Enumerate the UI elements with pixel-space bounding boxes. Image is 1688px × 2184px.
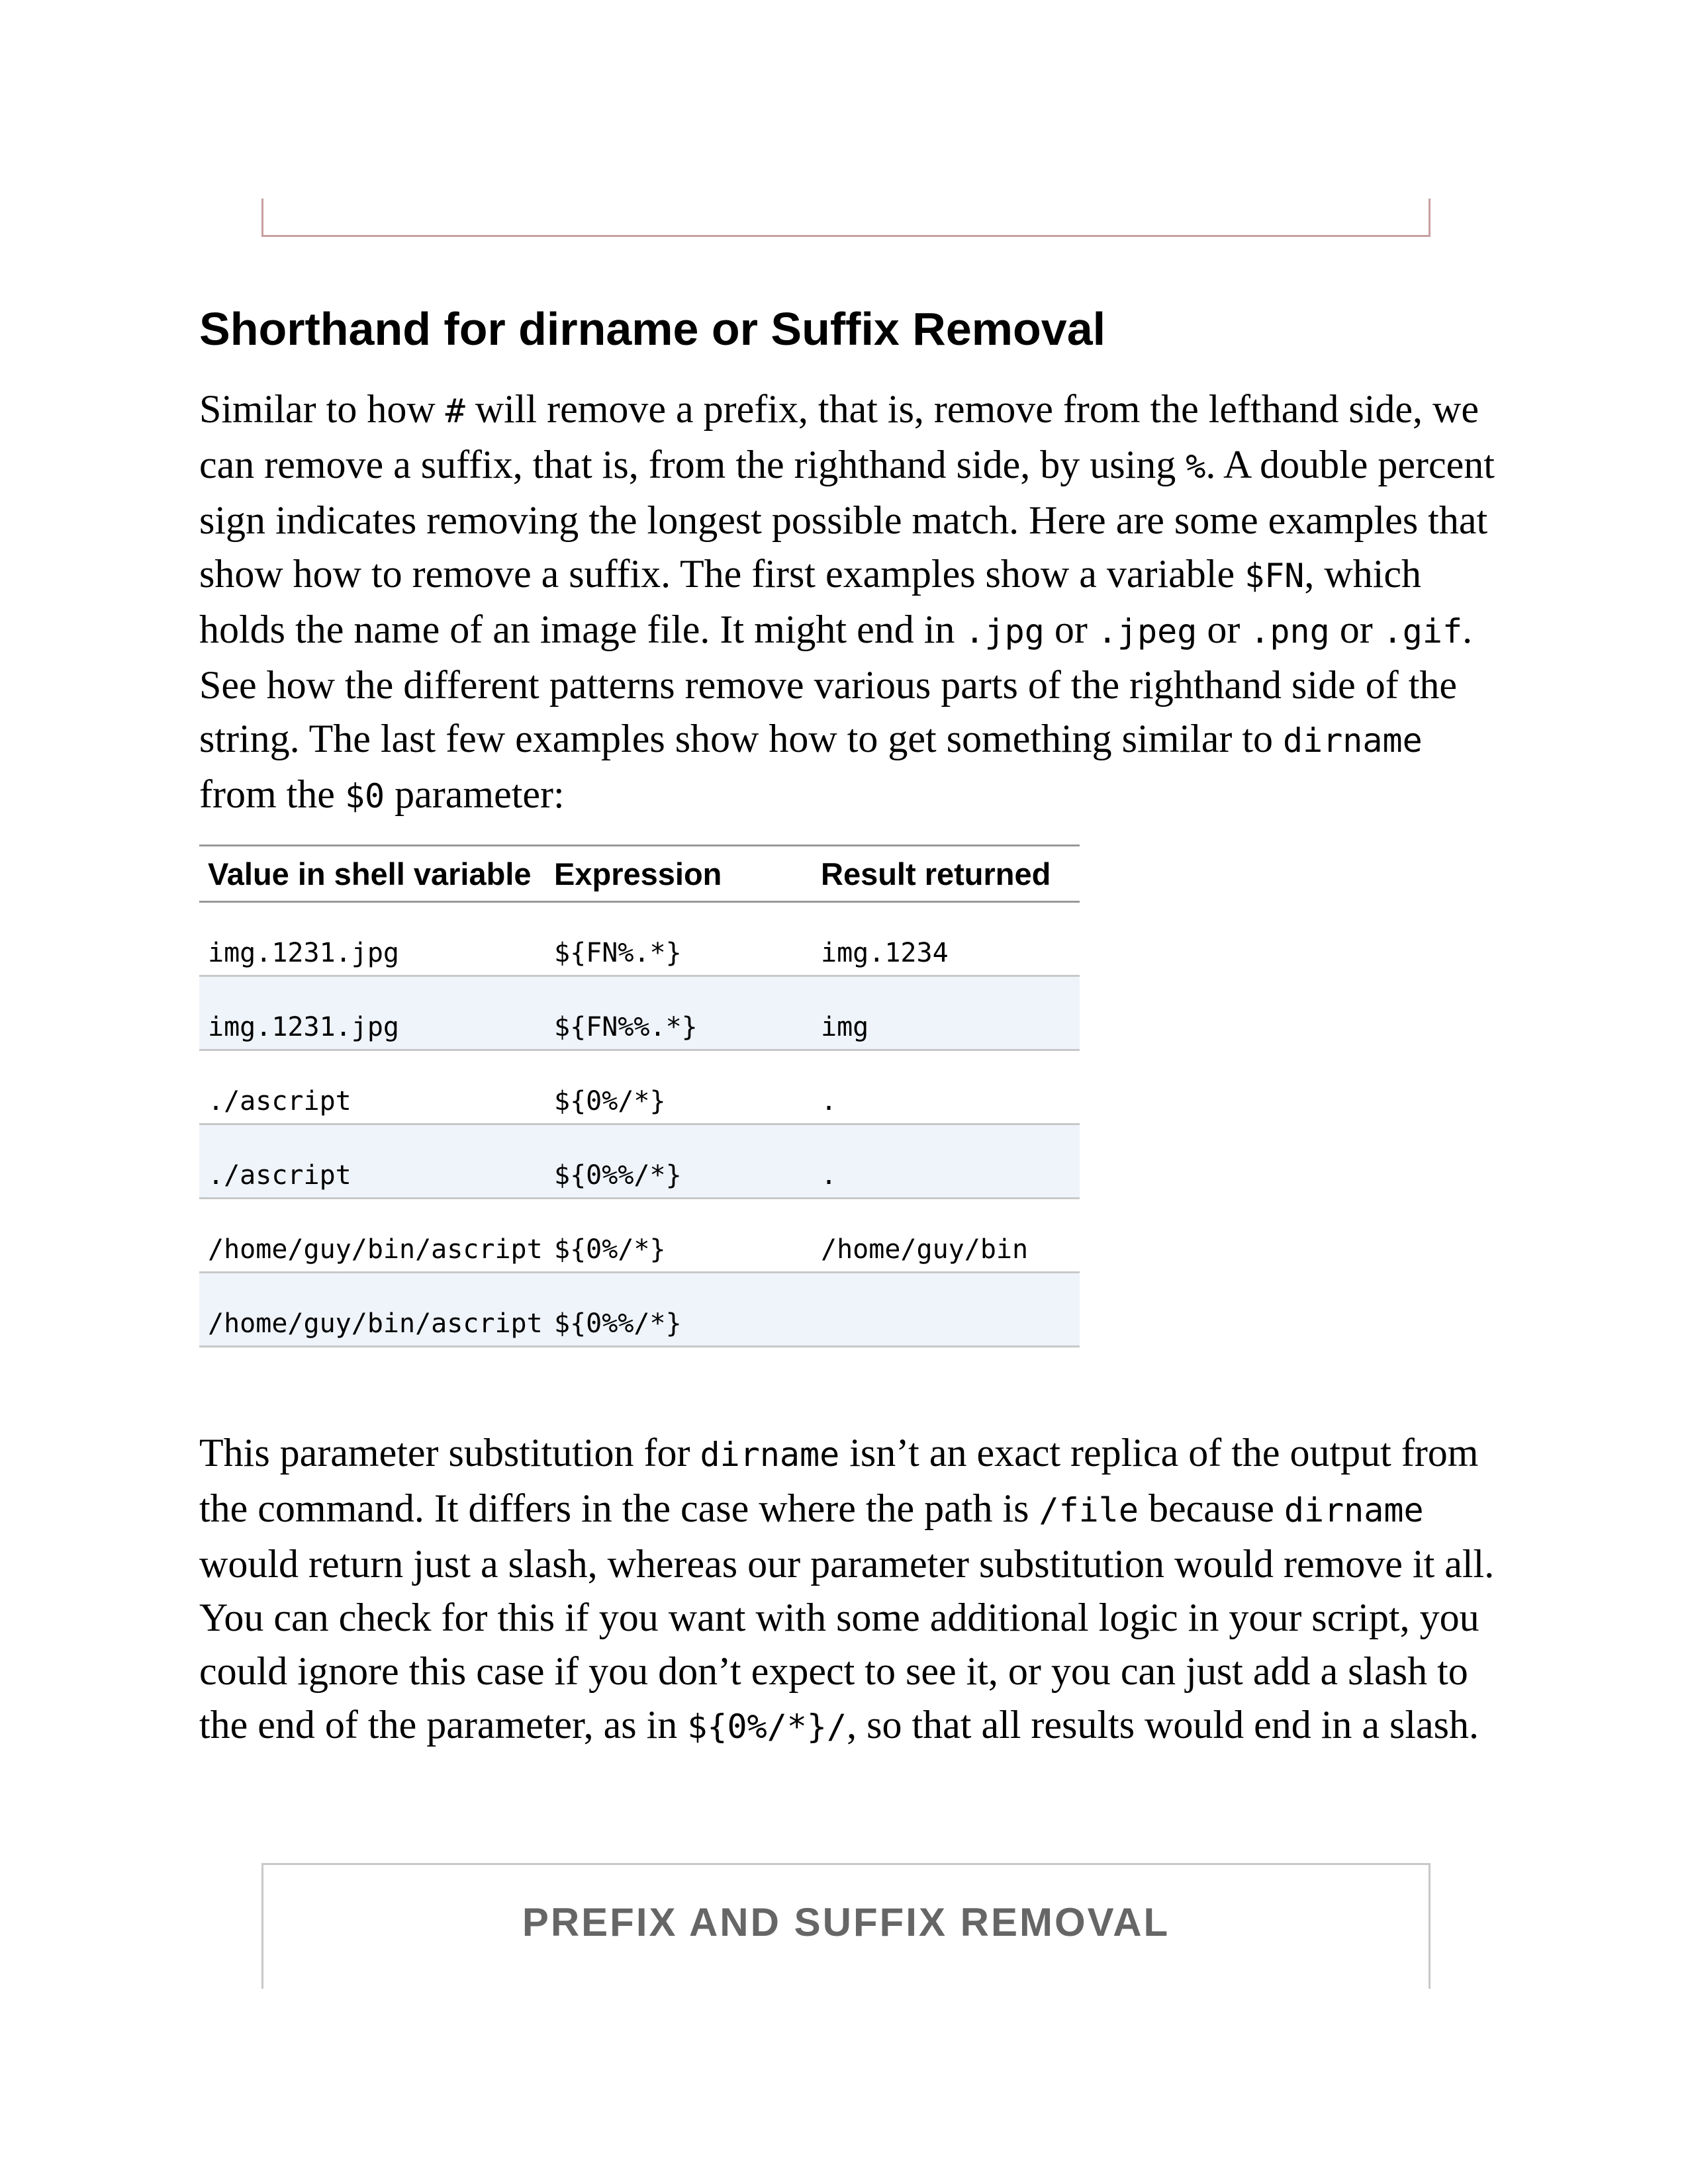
cell-value: ./ascript xyxy=(199,1050,545,1124)
paragraph-text: because xyxy=(1138,1486,1284,1530)
inline-code: $FN xyxy=(1244,557,1305,595)
table-row xyxy=(199,902,1080,976)
inline-code: .png xyxy=(1250,612,1330,651)
inline-code: $0 xyxy=(344,777,385,815)
paragraph-text: parameter: xyxy=(385,772,565,816)
cell-result: . xyxy=(812,1050,1080,1124)
inline-code: dirname xyxy=(1284,1491,1424,1529)
inline-code: % xyxy=(1186,447,1206,486)
cell-result: /home/guy/bin xyxy=(812,1199,1080,1273)
table-row xyxy=(199,1124,1080,1199)
table-row xyxy=(199,1199,1080,1273)
cell-value: /home/guy/bin/ascript xyxy=(199,1273,545,1347)
cell-expression: ${FN%.*} xyxy=(545,902,812,976)
inline-code: .jpeg xyxy=(1097,612,1197,651)
cell-expression: ${FN%%.*} xyxy=(545,976,812,1050)
cell-expression: ${0%/*} xyxy=(545,1050,812,1124)
paragraph-text: , so that all results would end in a slash. xyxy=(847,1703,1479,1747)
cell-value: img.1231.jpg xyxy=(199,976,545,1050)
paragraph-text: or xyxy=(1329,608,1383,651)
paragraph-text: isn’t an exact replica of the output from the command. It differs in the case where the path is xyxy=(199,1431,1479,1530)
inline-code: # xyxy=(445,392,465,430)
inline-code: ${0%/*}/ xyxy=(687,1707,847,1746)
table-header-row xyxy=(199,846,1080,902)
inline-code: /file xyxy=(1039,1491,1139,1529)
paragraph-text: or xyxy=(1197,608,1250,651)
table-row xyxy=(199,976,1080,1050)
inline-code: dirname xyxy=(700,1435,840,1474)
intro-paragraph xyxy=(199,383,1497,823)
paragraph-text: would return just a slash, whereas our parameter substitution would remove it all. You can check for this if you want with some additional logic in your script, you could ignore this case if you don’t expect to see it, or you can just add a slash to the end of the parameter, as in xyxy=(199,1542,1495,1747)
paragraph-text: or xyxy=(1044,608,1098,651)
paragraph-text: , which holds the name of an image file. It might end in xyxy=(199,552,1422,651)
inline-code: .jpg xyxy=(964,612,1045,651)
table-row xyxy=(199,1273,1080,1347)
cell-result: img.1234 xyxy=(812,902,1080,976)
section-heading: Shorthand for dirname or Suffix Removal xyxy=(199,303,1106,355)
cell-value: /home/guy/bin/ascript xyxy=(199,1199,545,1273)
cell-expression: ${0%/*} xyxy=(545,1199,812,1273)
cell-result: . xyxy=(812,1124,1080,1199)
previous-sidebar-box-bottom xyxy=(261,199,1430,237)
cell-expression: ${0%%/*} xyxy=(545,1124,812,1199)
paragraph-text: . See how the different patterns remove various parts of the righthand side of the string. The last few examples show how to get something similar to xyxy=(199,608,1473,760)
cell-result: img xyxy=(812,976,1080,1050)
header-value: Value in shell variable xyxy=(199,846,545,902)
table-row xyxy=(199,1050,1080,1124)
cell-result xyxy=(812,1273,1080,1347)
header-expression: Expression xyxy=(545,846,812,902)
header-result: Result returned xyxy=(812,846,1080,902)
sidebar-title: PREFIX AND SUFFIX REMOVAL xyxy=(522,1900,1170,1944)
paragraph-text: This parameter substitution for xyxy=(199,1431,700,1475)
outro-paragraph xyxy=(199,1426,1497,1754)
cell-value: ./ascript xyxy=(199,1124,545,1199)
suffix-removal-examples-table xyxy=(199,844,1080,1347)
paragraph-text: from the xyxy=(199,772,345,816)
paragraph-text: will remove a prefix, that is, remove from the lefthand side, we can remove a suffix, that is, from the righthand side, by using xyxy=(199,387,1479,486)
inline-code: dirname xyxy=(1283,721,1423,760)
inline-code: .gif xyxy=(1382,612,1463,651)
paragraph-text: . A double percent sign indicates removing the longest possible match. Here are some examples that show how to remove a suffix. The first examples show a variable xyxy=(199,443,1495,596)
cell-expression: ${0%%/*} xyxy=(545,1273,812,1347)
sidebar-box xyxy=(261,1863,1430,1989)
cell-value: img.1231.jpg xyxy=(199,902,545,976)
paragraph-text: Similar to how xyxy=(199,387,445,431)
